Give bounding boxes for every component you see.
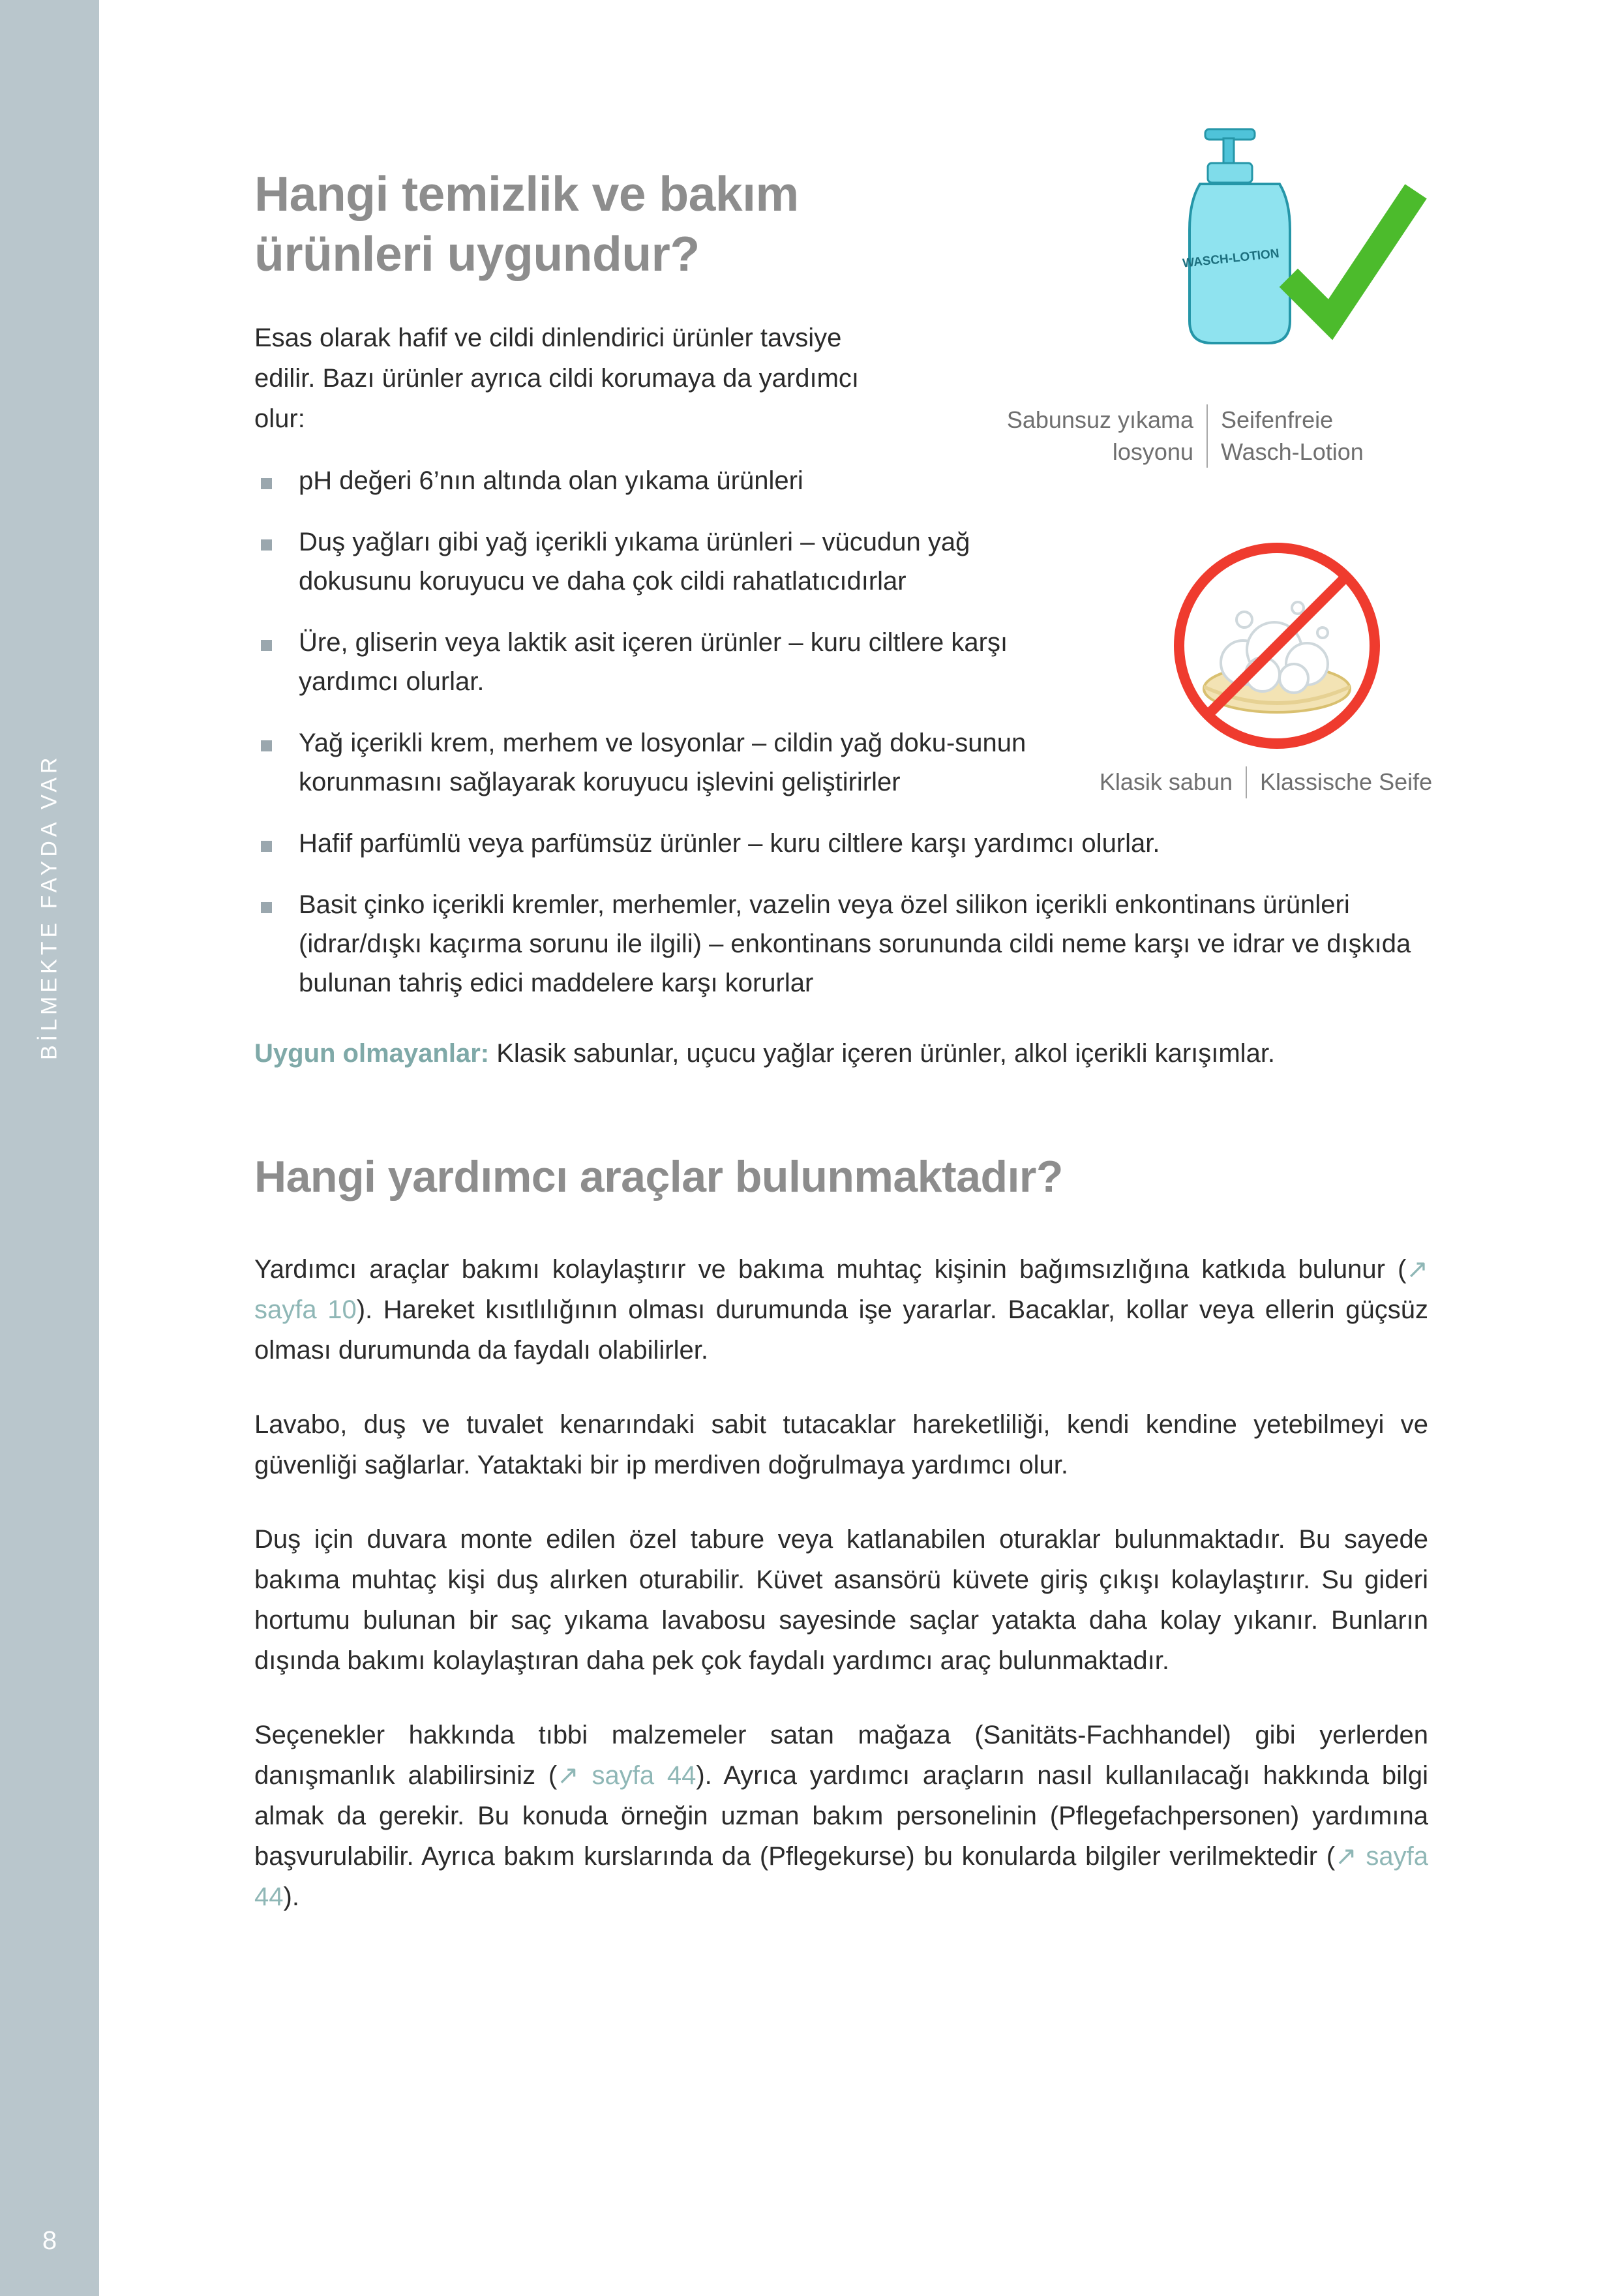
paragraph-aids-2: Lavabo, duş ve tuvalet kenarındaki sabit tutacaklar hareketliliği, kendi kendine yetebilmeyi ve güvenliği sağlarlar. Yataktaki bir ip merdiven doğrulmaya yardımcı olur. xyxy=(254,1410,1428,1479)
paragraph-text: Seçenekler hakkında tıbbi malzemeler satan mağaza (Sanitäts-Fachhandel) gibi yerlerden danışmanlık alabilirsiniz ( xyxy=(254,1721,1428,1790)
list-item xyxy=(254,723,1056,802)
paragraph-text-cont: ). Hareket kısıtlılığının olması durumunda işe yararlar. Bacaklar, kollar veya ellerin güçsüz olması durumunda da faydalı olabilirler. xyxy=(254,1295,1428,1365)
list-item-text: Yağ içerikli krem, merhem ve losyonlar – cildin yağ doku-sunun korunmasını sağlayarak koruyucu işlevini geliştirirler xyxy=(299,729,1026,796)
caption-wash-lotion-tr: Sabunsuz yıkama losyonu xyxy=(1006,406,1193,465)
list-item-text: Duş yağları gibi yağ içerikli yıkama ürünleri – vücudun yağ dokusunu koruyucu ve daha çok cildi rahatlatıcıdırlar xyxy=(299,528,970,596)
page-title: Hangi temizlik ve bakım ürünleri uygundur? xyxy=(254,166,799,281)
bottle-label: WASCH-LOTION xyxy=(1182,247,1280,271)
unsuitable-note-text: Klasik sabunlar, uçucu yağlar içeren ürünler, alkol içerikli karışımlar. xyxy=(489,1039,1276,1068)
list-item-text: Basit çinko içerikli kremler, merhemler, vazelin veya özel silikon içerikli enkontinans ürünleri (idrar/dışkı kaçırma sorunu ile ilgili) – enkontinans sorununda cildi neme karşı ve idrar ve dışkıda bulunan tahriş edici maddelere karşı korurlar xyxy=(299,890,1411,997)
paragraph-text-cont: ). Ayrıca yardımcı araçların nasıl kullanılacağı hakkında bilgi almak da gerekir. Bu konuda örneğin uzman bakım personelinin (Pflegefachpersonen) yardımına başvurulabilir. Ayrıca bakım kurslarında da (Pflegekurse) bu konularda bilgiler verilmektedir ( xyxy=(254,1761,1428,1871)
page-content xyxy=(254,0,1428,1917)
paragraph-aids-3: Duş için duvara monte edilen özel tabure veya katlanabilen oturaklar bulunmaktadır. Bu sayede bakıma muhtaç kişi duş alırken oturabilir. Küvet asansörü küvete giriş çıkışı kolaylaştırır. Su gideri hortumu bulunan bir saç yıkama lavabosu sayesinde saçlar yatakta daha kolay yıkanır. Bunların dışında bakımı kolaylaştıran daha pek çok faydalı yardımcı araç bulunmaktadır. xyxy=(254,1525,1428,1675)
section-title-aids: Hangi yardımcı araçlar bulunmaktadır? xyxy=(254,1152,1063,1201)
page-reference-link[interactable]: sayfa 44 xyxy=(254,1842,1428,1911)
list-item xyxy=(254,461,1056,500)
paragraph-aids-1 xyxy=(254,1249,1428,1370)
bullet-square-icon xyxy=(261,902,272,913)
paragraph-text-end: ). xyxy=(283,1882,299,1911)
page-reference-link[interactable]: sayfa 44 xyxy=(578,1761,697,1790)
list-item-text: Üre, gliserin veya laktik asit içeren ürünler – kuru ciltlere karşı yardımcı olurlar. xyxy=(299,628,1008,696)
xref-arrow-icon: ↗ xyxy=(557,1761,579,1790)
sidebar-chapter-label: BİLMEKTE FAYDA VAR xyxy=(37,753,62,1060)
bullet-square-icon xyxy=(261,539,272,551)
list-item xyxy=(254,522,1056,601)
list-item-text: Hafif parfümlü veya parfümsüz ürünler – kuru ciltlere karşı yardımcı olurlar. xyxy=(299,829,1160,858)
bullet-square-icon xyxy=(261,841,272,852)
list-item xyxy=(254,824,1428,863)
xref-arrow-icon: ↗ xyxy=(1406,1255,1428,1284)
paragraph-text: Yardımcı araçlar bakımı kolaylaştırır ve bakıma muhtaç kişinin bağımsızlığına katkıda bulunur ( xyxy=(254,1255,1407,1284)
page-number: 8 xyxy=(42,2226,57,2255)
caption-wash-lotion-de: Seifenfreie Wasch-Lotion xyxy=(1206,404,1402,468)
unsuitable-note-label: Uygun olmayanlar: xyxy=(254,1039,490,1068)
unsuitable-note xyxy=(254,1034,1428,1073)
paragraph-aids-4 xyxy=(254,1715,1428,1917)
intro-paragraph: Esas olarak hafif ve cildi dinlendirici ürünler tavsiye edilir. Bazı ürünler ayrıca cildi korumaya da yardımcı olur: xyxy=(254,324,860,433)
product-bullet-list xyxy=(254,461,1428,1003)
caption-classic-soap-tr: Klasik sabun xyxy=(1099,768,1233,795)
xref-arrow-icon: ↗ xyxy=(1335,1842,1357,1871)
caption-classic-soap-de: Klassische Seife xyxy=(1246,766,1441,798)
bullet-square-icon xyxy=(261,740,272,751)
list-item xyxy=(254,885,1428,1003)
list-item xyxy=(254,623,1056,701)
bullet-square-icon xyxy=(261,478,272,489)
list-item-text: pH değeri 6’nın altında olan yıkama ürünleri xyxy=(299,466,803,495)
bullet-square-icon xyxy=(261,640,272,651)
page-reference-link[interactable]: sayfa 10 xyxy=(254,1295,357,1324)
sidebar xyxy=(0,0,99,2296)
